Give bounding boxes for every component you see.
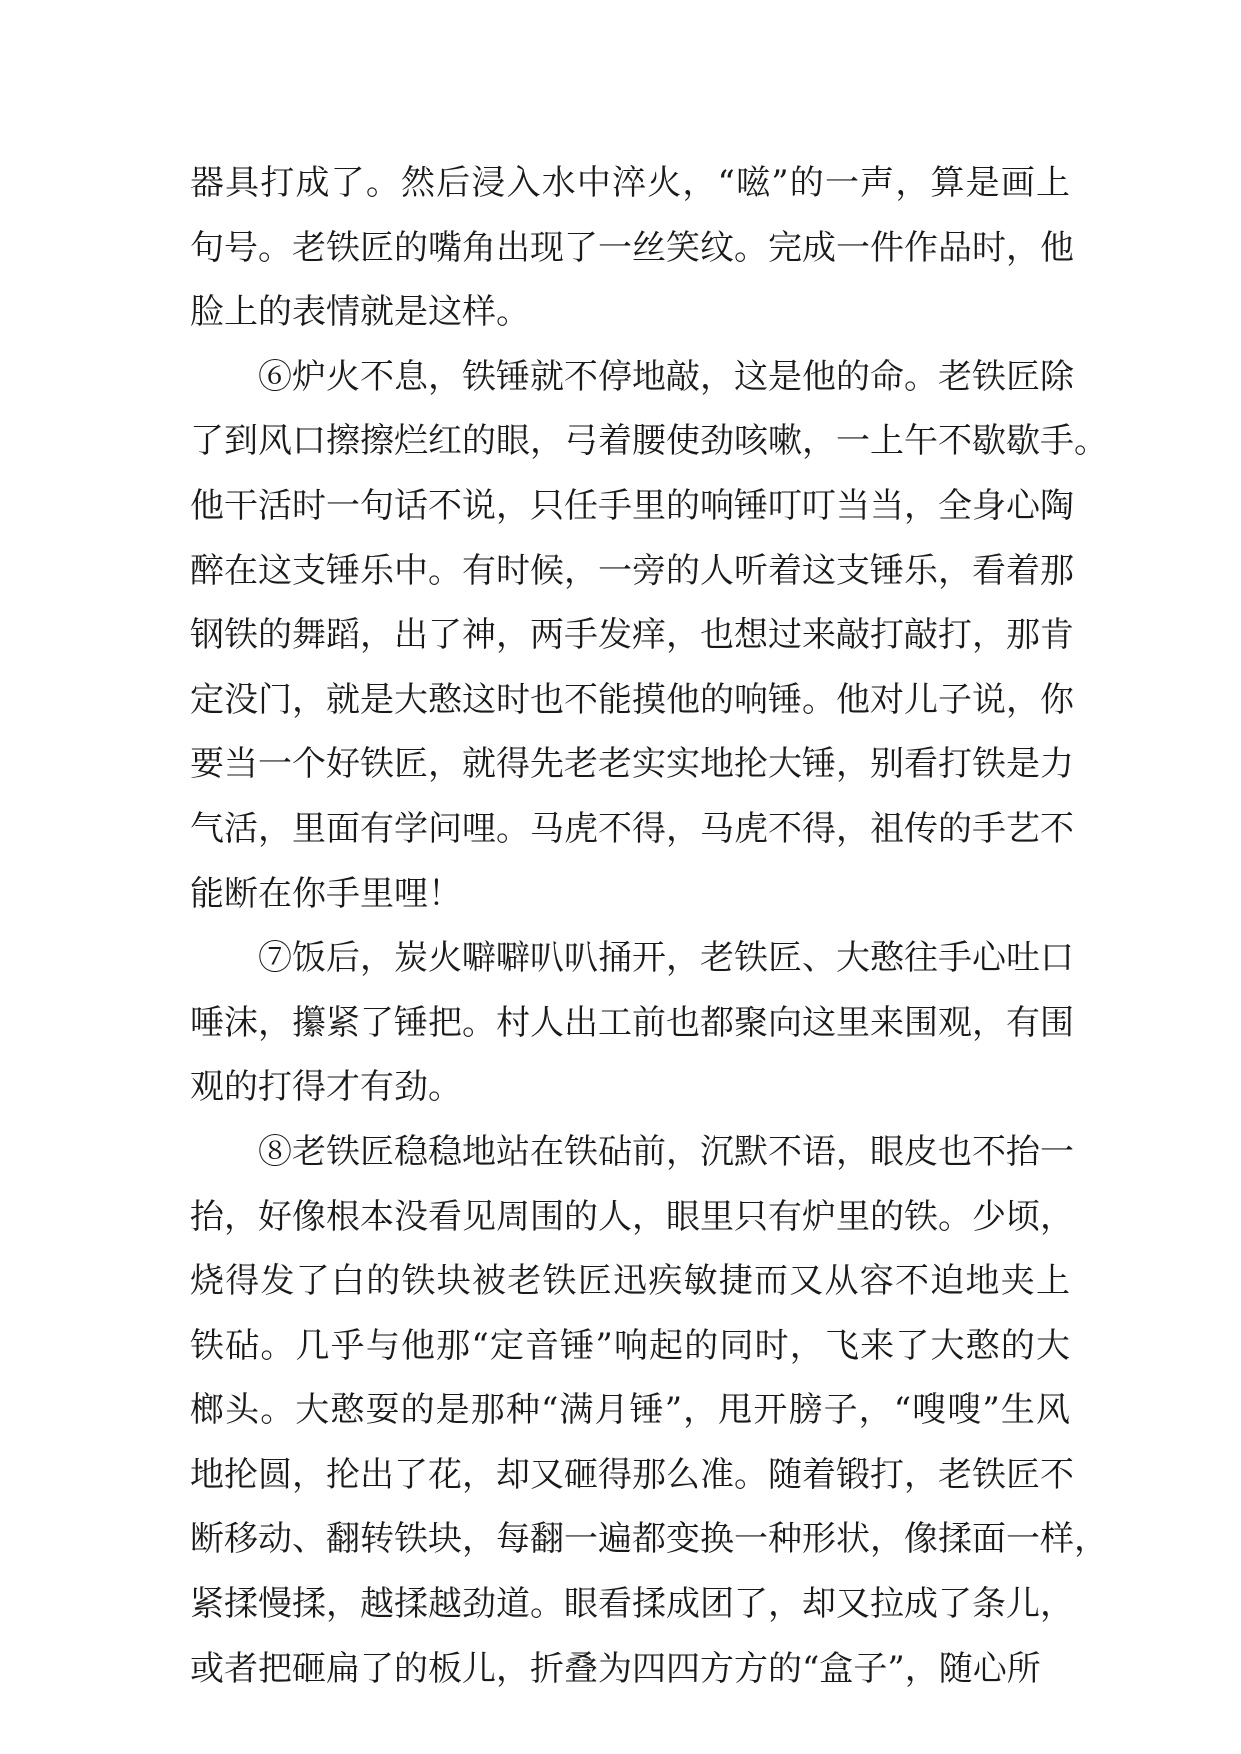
paragraph-first-line: ⑧老铁匠稳稳地站在铁砧前，沉默不语，眼皮也不抬一 xyxy=(258,1131,1074,1172)
text-line: 紧揉慢揉，越揉越劲道。眼看揉成团了，却又拉成了条儿， xyxy=(190,1584,1074,1625)
text-line: 器具打成了。然后浸入水中淬火，“嗞”的一声，算是画上 xyxy=(190,163,1070,203)
text-line: 了到风口擦擦烂红的眼，弓着腰使劲咳嗽，一上午不歇歇手。 xyxy=(190,421,1108,462)
text-line: 醉在这支锤乐中。有时候，一旁的人听着这支锤乐，看着那 xyxy=(190,550,1074,591)
text-line: 铁砧。几乎与他那“定音锤”响起的同时，飞来了大憨的大 xyxy=(190,1325,1070,1366)
text-line: 烧得发了白的铁块被老铁匠迅疾敏捷而又从容不迫地夹上 xyxy=(190,1261,1070,1302)
text-line: 钢铁的舞蹈，出了神，两手发痒，也想过来敲打敲打，那肯 xyxy=(190,615,1074,656)
text-line: 观的打得才有劲。 xyxy=(190,1067,462,1108)
text-line: 榔头。大憨耍的是那种“满月锤”，甩开膀子，“嗖嗖”生风 xyxy=(190,1390,1070,1431)
text-line: 脸上的表情就是这样。 xyxy=(190,292,530,333)
text-line: 句号。老铁匠的嘴角出现了一丝笑纹。完成一件作品时，他 xyxy=(190,227,1074,268)
text-line: 能断在你手里哩！ xyxy=(190,873,462,914)
text-line: 断移动、翻转铁块，每翻一遍都变换一种形状，像揉面一样， xyxy=(190,1519,1108,1560)
text-line: 抬，好像根本没看见周围的人，眼里只有炉里的铁。少顷， xyxy=(190,1196,1074,1237)
text-line: 唾沫，攥紧了锤把。村人出工前也都聚向这里来围观，有围 xyxy=(190,1002,1074,1043)
text-line: 定没门，就是大憨这时也不能摸他的响锤。他对儿子说，你 xyxy=(190,679,1074,720)
text-line: 或者把砸扁了的板儿，折叠为四四方方的“盒子”，随心所 xyxy=(190,1648,1041,1689)
text-line: 地抡圆，抡出了花，却又砸得那么准。随着锻打，老铁匠不 xyxy=(190,1454,1074,1495)
text-line: 气活，里面有学问哩。马虎不得，马虎不得，祖传的手艺不 xyxy=(190,808,1074,849)
body-text xyxy=(190,151,1108,1701)
text-line: 要当一个好铁匠，就得先老老实实地抡大锤，别看打铁是力 xyxy=(190,744,1074,785)
paragraph-first-line: ⑦饭后，炭火噼噼叭叭捅开，老铁匠、大憨往手心吐口 xyxy=(258,938,1074,979)
text-line: 他干活时一句话不说，只任手里的响锤叮叮当当，全身心陶 xyxy=(190,485,1074,526)
paragraph-first-line: ⑥炉火不息，铁锤就不停地敲，这是他的命。老铁匠除 xyxy=(258,356,1074,397)
